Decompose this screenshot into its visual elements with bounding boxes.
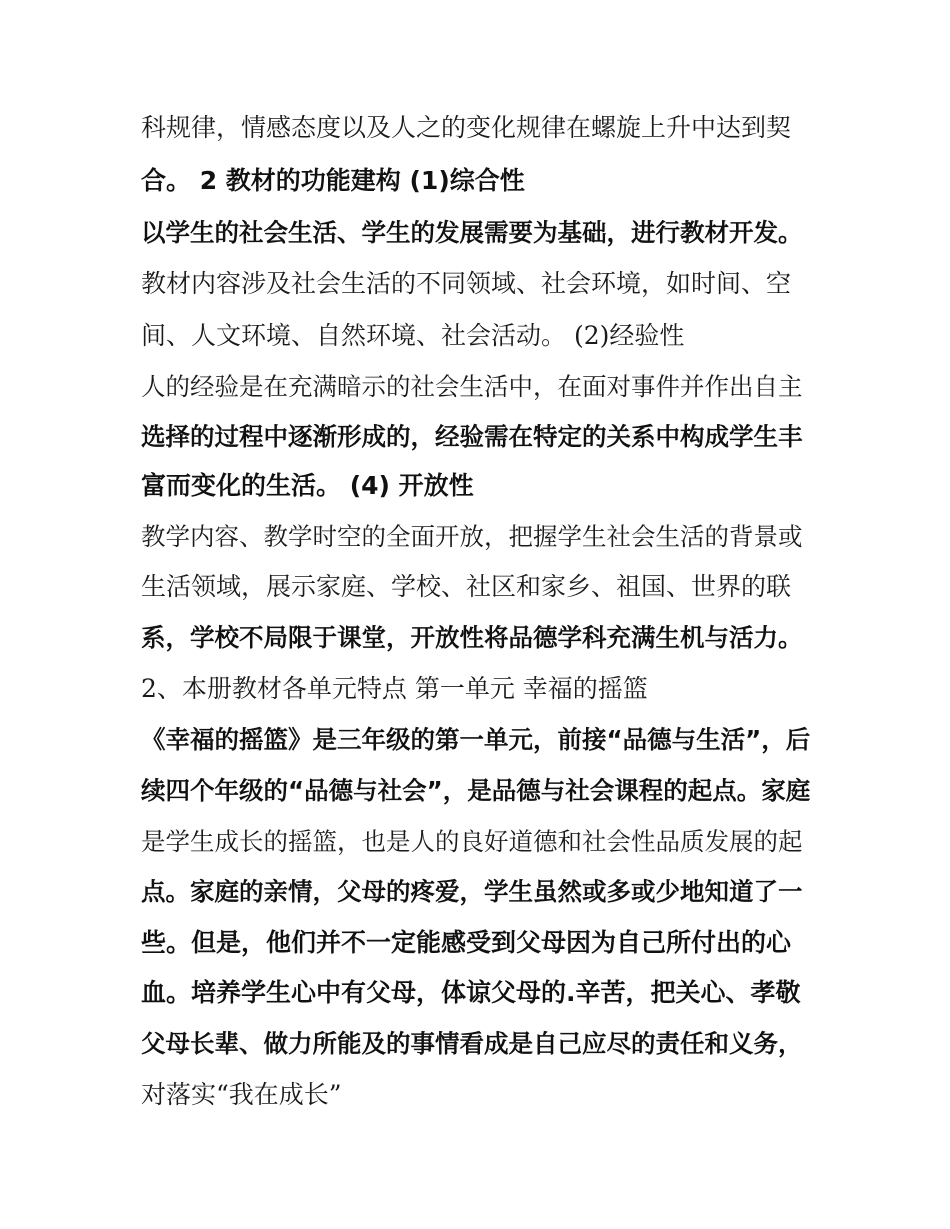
text-line: 合。 2 教材的功能建构 (1)综合性 (141, 166, 525, 195)
text-line: 教材内容涉及社会生活的不同领域、社会环境，如时间、空 (141, 269, 792, 298)
text-line: 系，学校不局限于课堂，开放性将品德学科充满生机与活力。 (141, 623, 803, 652)
text-line: 选择的过程中逐渐形成的，经验需在特定的关系中构成学生丰 (141, 422, 803, 451)
text-line: 些。但是，他们并不一定能感受到父母因为自己所付出的心 (141, 928, 792, 957)
text-line: 生活领域，展示家庭、学校、社区和家乡、祖国、世界的联 (141, 572, 792, 601)
text-line: 教学内容、教学时空的全面开放，把握学生社会生活的背景或 (141, 522, 803, 551)
text-line: 血。培养学生心中有父母，体谅父母的.辛苦，把关心、孝敬 (141, 978, 801, 1007)
text-line: 点。家庭的亲情，父母的疼爱，学生虽然或多或少地知道了一 (141, 877, 803, 906)
text-line: 科规律，情感态度以及人之的变化规律在螺旋上升中达到契 (141, 113, 792, 142)
text-line: 父母长辈、做力所能及的事情看成是自己应尽的责任和义务， (141, 1029, 803, 1058)
text-line: 人的经验是在充满暗示的社会生活中，在面对事件并作出自主 (141, 372, 803, 401)
text-line: 对落实“我在成长” (141, 1080, 342, 1109)
text-line: 以学生的社会生活、学生的发展需要为基础，进行教材开发。 (141, 218, 803, 247)
text-line: 续四个年级的“品德与社会”，是品德与社会课程的起点。家庭 (141, 776, 811, 805)
text-line: 间、人文环境、自然环境、社会活动。 (2)经验性 (141, 321, 685, 350)
text-line: 是学生成长的摇篮，也是人的良好道德和社会性品质发展的起 (141, 827, 803, 856)
text-line: 2、本册教材各单元特点 第一单元 幸福的摇篮 (141, 674, 648, 703)
text-line: 富而变化的生活。 (4) 开放性 (141, 471, 474, 500)
text-line: 《幸福的摇篮》是三年级的第一单元，前接“品德与生活”，后 (141, 725, 811, 754)
